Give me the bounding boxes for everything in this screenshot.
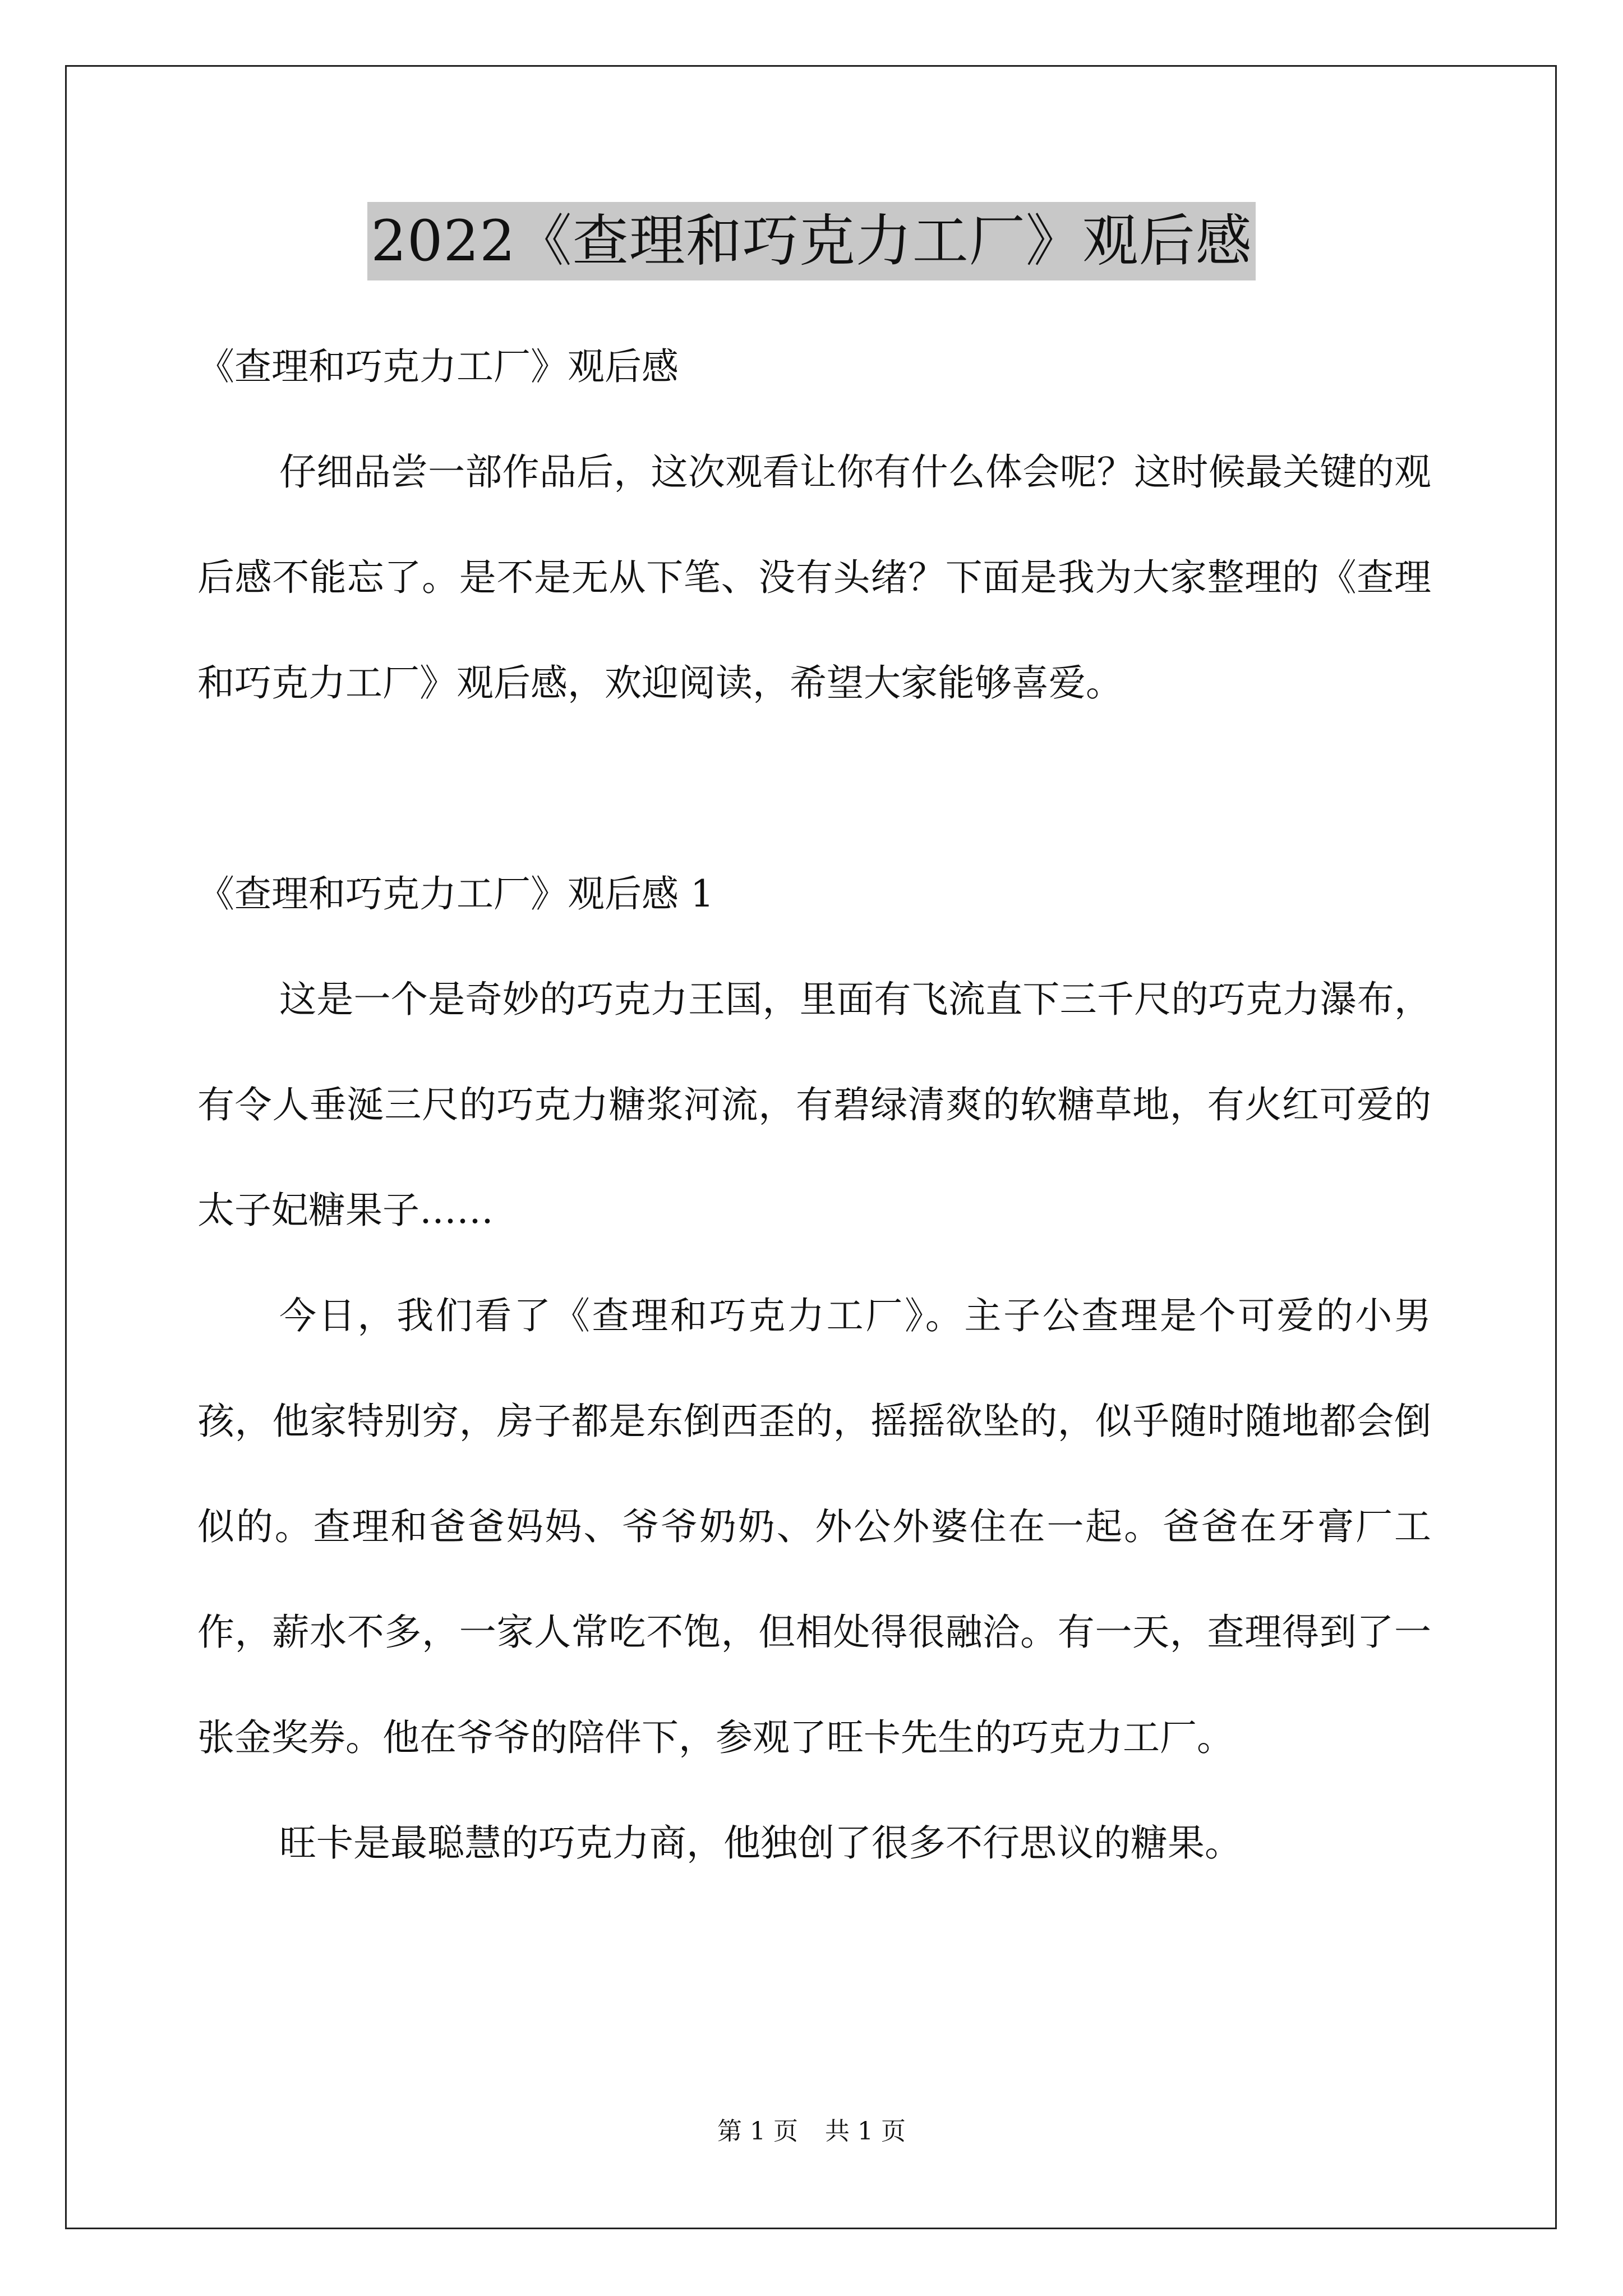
body-paragraph-3: 旺卡是最聪慧的巧克力商，他独创了很多不行思议的糖果。 (279, 1821, 1242, 1865)
page-footer (0, 2115, 1623, 2148)
document-body (197, 314, 1431, 1896)
body-paragraph-1: 这是一个是奇妙的巧克力王国，里面有飞流直下三千尺的巧克力瀑布，有令人垂涎三尺的巧克力糖浆河流，有碧绿清爽的软糖草地，有火红可爱的太子妃糖果子…… (197, 978, 1431, 1232)
body-paragraph-2: 今日，我们看了《查理和巧克力工厂》。主子公查理是个可爱的小男孩，他家特别穷，房子都是东倒西歪的，摇摇欲坠的，似乎随时随地都会倒似的。查理和爸爸妈妈、爷爷奶奶、外公外婆住在一起。爸爸在牙膏厂工作，薪水不多，一家人常吃不饱，但相处得很融洽。有一天，查理得到了一张金奖券。他在爷爷的陪伴下，参观了旺卡先生的巧克力工厂。 (197, 1294, 1431, 1759)
page-number-current: 第 1 页 (717, 2117, 798, 2146)
section-spacer (197, 736, 1431, 841)
document-title: 2022《查理和巧克力工厂》观后感 (367, 202, 1256, 280)
title-container (0, 202, 1623, 280)
intro-paragraph: 仔细品尝一部作品后，这次观看让你有什么体会呢？这时候最关键的观后感不能忘了。是不是无从下笔、没有头绪？下面是我为大家整理的《查理和巧克力工厂》观后感，欢迎阅读，希望大家能够喜爱。 (197, 450, 1431, 705)
page-number-total: 共 1 页 (825, 2117, 906, 2146)
intro-heading: 《查理和巧克力工厂》观后感 (197, 345, 679, 388)
section1-heading: 《查理和巧克力工厂》观后感 1 (197, 872, 714, 915)
